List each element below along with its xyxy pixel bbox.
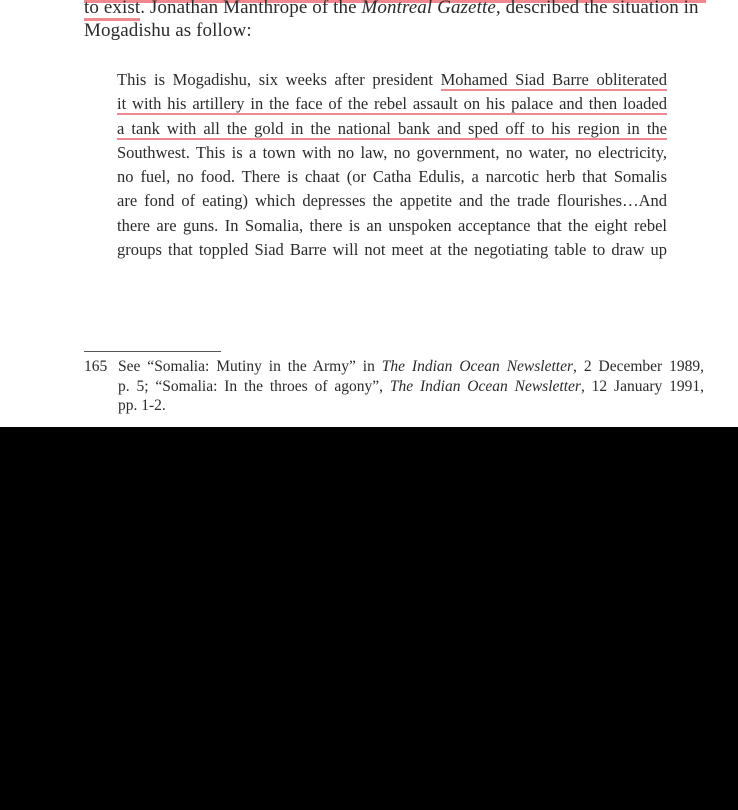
quote-l1-highlight: Mohamed Siad Barre obliterated	[440, 70, 668, 89]
intro-line-2: Mogadishu as follow:	[84, 20, 252, 41]
quote-line-2	[117, 92, 667, 116]
intro-highlight: to exist	[84, 0, 140, 21]
intro-line-1	[84, 0, 704, 19]
footnote-line-3: pp. 1-2.	[118, 397, 166, 414]
black-background-area	[0, 427, 738, 810]
footnote-l2-italic: The Indian Ocean Newsletter	[389, 377, 581, 395]
footnote-line-2	[118, 377, 704, 397]
footnote-l2-b: , 12 January 1991,	[580, 377, 704, 395]
quote-line-8: groups that toppled Siad Barre will not meet at the negotiating table to draw up	[117, 240, 667, 260]
footnote-number: 165	[84, 358, 108, 375]
quote-l3-highlight: a tank with all the gold in the national bank and sped off to his region in the	[117, 118, 667, 138]
footnote-body	[118, 357, 704, 416]
quote-l2-highlight: it with his artillery in the face of the rebel assault on his palace and then loaded	[117, 94, 667, 114]
footnote-rule	[84, 351, 221, 352]
intro-italic-source: Montreal Gazette,	[361, 0, 501, 18]
quote-line-6: are fond of eating) which depresses the appetite and the trade flourishes…And	[117, 191, 667, 211]
footnote-l2-a: p. 5; “Somalia: In the throes of agony”,	[118, 377, 390, 395]
quote-line-1	[117, 68, 667, 92]
intro-text-a: . Jonathan Manthrope of the	[140, 0, 362, 18]
quote-line-5: no fuel, no food. There is chaat (or Catha Edulis, a narcotic herb that Somalis	[117, 167, 667, 187]
footnote-l1-a: See “Somalia: Mutiny in the Army” in	[118, 358, 382, 375]
block-quote	[117, 68, 667, 262]
intro-text-b: described the situation in	[500, 0, 699, 18]
quote-line-3	[117, 117, 667, 141]
quote-line-4: Southwest. This is a town with no law, no government, no water, no electricity,	[117, 142, 667, 162]
quote-l1-text: This is Mogadishu, six weeks after president	[117, 70, 441, 89]
footnote-l1-b: , 2 December 1989,	[573, 358, 704, 375]
intro-paragraph	[84, 0, 704, 42]
footnote-l1-italic: The Indian Ocean Newsletter	[381, 358, 574, 375]
footnote-line-1	[118, 357, 704, 377]
quote-line-7: there are guns. In Somalia, there is an unspoken acceptance that the eight rebel	[117, 215, 667, 235]
